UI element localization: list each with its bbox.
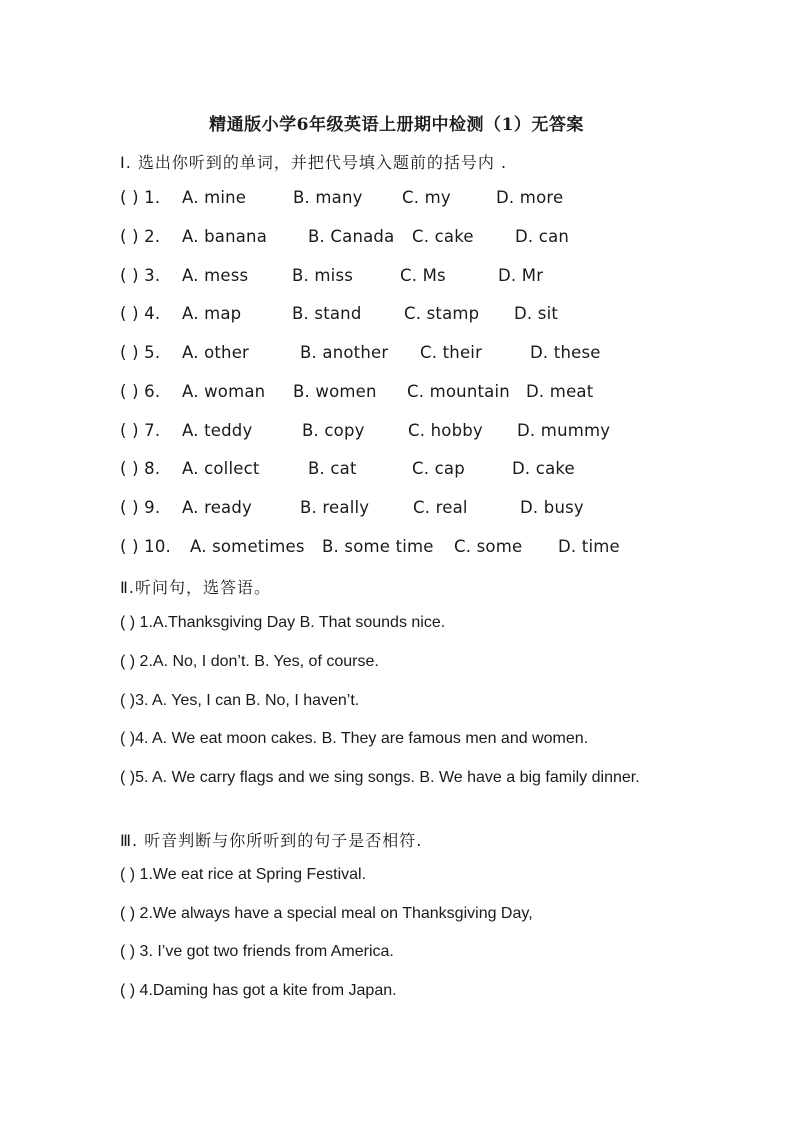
option-d: D. these xyxy=(530,343,601,362)
option-b: B. cat xyxy=(308,459,357,478)
option-c: C. mountain xyxy=(407,382,510,401)
option-c: C. cap xyxy=(412,459,465,478)
option-b: B. copy xyxy=(302,421,365,440)
question-row: ( ) 1.A.Thanksgiving Day B. That sounds nice. xyxy=(120,614,446,631)
option-c: C. real xyxy=(413,498,468,517)
question-row: ( )4. A. We eat moon cakes. B. They are famous men and women. xyxy=(120,730,589,747)
question-number: ( ) 3. xyxy=(120,266,161,285)
option-b: B. another xyxy=(300,343,389,362)
option-b: B. Canada xyxy=(308,227,395,246)
option-a: A. mine xyxy=(182,188,247,207)
option-d: D. more xyxy=(496,188,564,207)
option-d: D. mummy xyxy=(517,421,611,440)
question-number: ( ) 4. xyxy=(120,304,161,323)
option-b: B. many xyxy=(293,188,363,207)
question-row: ( )5. A. We carry flags and we sing songs. B. We have a big family dinner. xyxy=(120,769,640,786)
option-a: A. banana xyxy=(182,227,268,246)
option-a: A. mess xyxy=(182,266,249,285)
question-number: ( ) 2. xyxy=(120,227,161,246)
option-d: D. can xyxy=(515,227,570,246)
section-2-heading: Ⅱ.听问句，选答语。 xyxy=(120,578,271,597)
option-b: B. women xyxy=(293,382,377,401)
option-a: A. collect xyxy=(182,459,260,478)
option-a: A. map xyxy=(182,304,242,323)
option-a: A. sometimes xyxy=(190,537,305,556)
option-a: A. other xyxy=(182,343,250,362)
question-row: ( )3. A. Yes, I can B. No, I haven’t. xyxy=(120,692,360,709)
option-d: D. time xyxy=(558,537,620,556)
question-number: ( ) 5. xyxy=(120,343,161,362)
question-number: ( ) 9. xyxy=(120,498,161,517)
option-d: D. meat xyxy=(526,382,594,401)
option-c: C. their xyxy=(420,343,483,362)
option-c: C. some xyxy=(454,537,523,556)
question-number: ( ) 6. xyxy=(120,382,161,401)
section-1-heading: Ⅰ. 选出你听到的单词，并把代号填入题前的括号内 . xyxy=(120,153,508,172)
option-c: C. my xyxy=(402,188,451,207)
option-c: C. Ms xyxy=(400,266,446,285)
question-number: ( ) 1. xyxy=(120,188,161,207)
option-a: A. woman xyxy=(182,382,266,401)
question-row: ( ) 4.Daming has got a kite from Japan. xyxy=(120,982,397,999)
option-b: B. really xyxy=(300,498,370,517)
question-row: ( ) 3. I’ve got two friends from America. xyxy=(120,943,394,960)
option-a: A. teddy xyxy=(182,421,253,440)
option-b: B. miss xyxy=(292,266,354,285)
question-row: ( ) 1.We eat rice at Spring Festival. xyxy=(120,866,367,883)
option-d: D. Mr xyxy=(498,266,544,285)
question-number: ( ) 8. xyxy=(120,459,161,478)
question-number: ( ) 10. xyxy=(120,537,172,556)
question-row: ( ) 2.A. No, I don’t. B. Yes, of course. xyxy=(120,653,379,670)
section-3-heading: Ⅲ. 听音判断与你所听到的句子是否相符. xyxy=(120,831,423,850)
option-a: A. ready xyxy=(182,498,253,517)
option-d: D. cake xyxy=(512,459,575,478)
option-d: D. busy xyxy=(520,498,584,517)
page-title: 精通版小学6年级英语上册期中检测（1）无答案 xyxy=(209,115,584,135)
option-d: D. sit xyxy=(514,304,559,323)
option-b: B. some time xyxy=(322,537,434,556)
question-row: ( ) 2.We always have a special meal on Thanksgiving Day, xyxy=(120,905,533,922)
option-b: B. stand xyxy=(292,304,362,323)
option-c: C. stamp xyxy=(404,304,480,323)
option-c: C. hobby xyxy=(408,421,483,440)
option-c: C. cake xyxy=(412,227,474,246)
question-number: ( ) 7. xyxy=(120,421,161,440)
